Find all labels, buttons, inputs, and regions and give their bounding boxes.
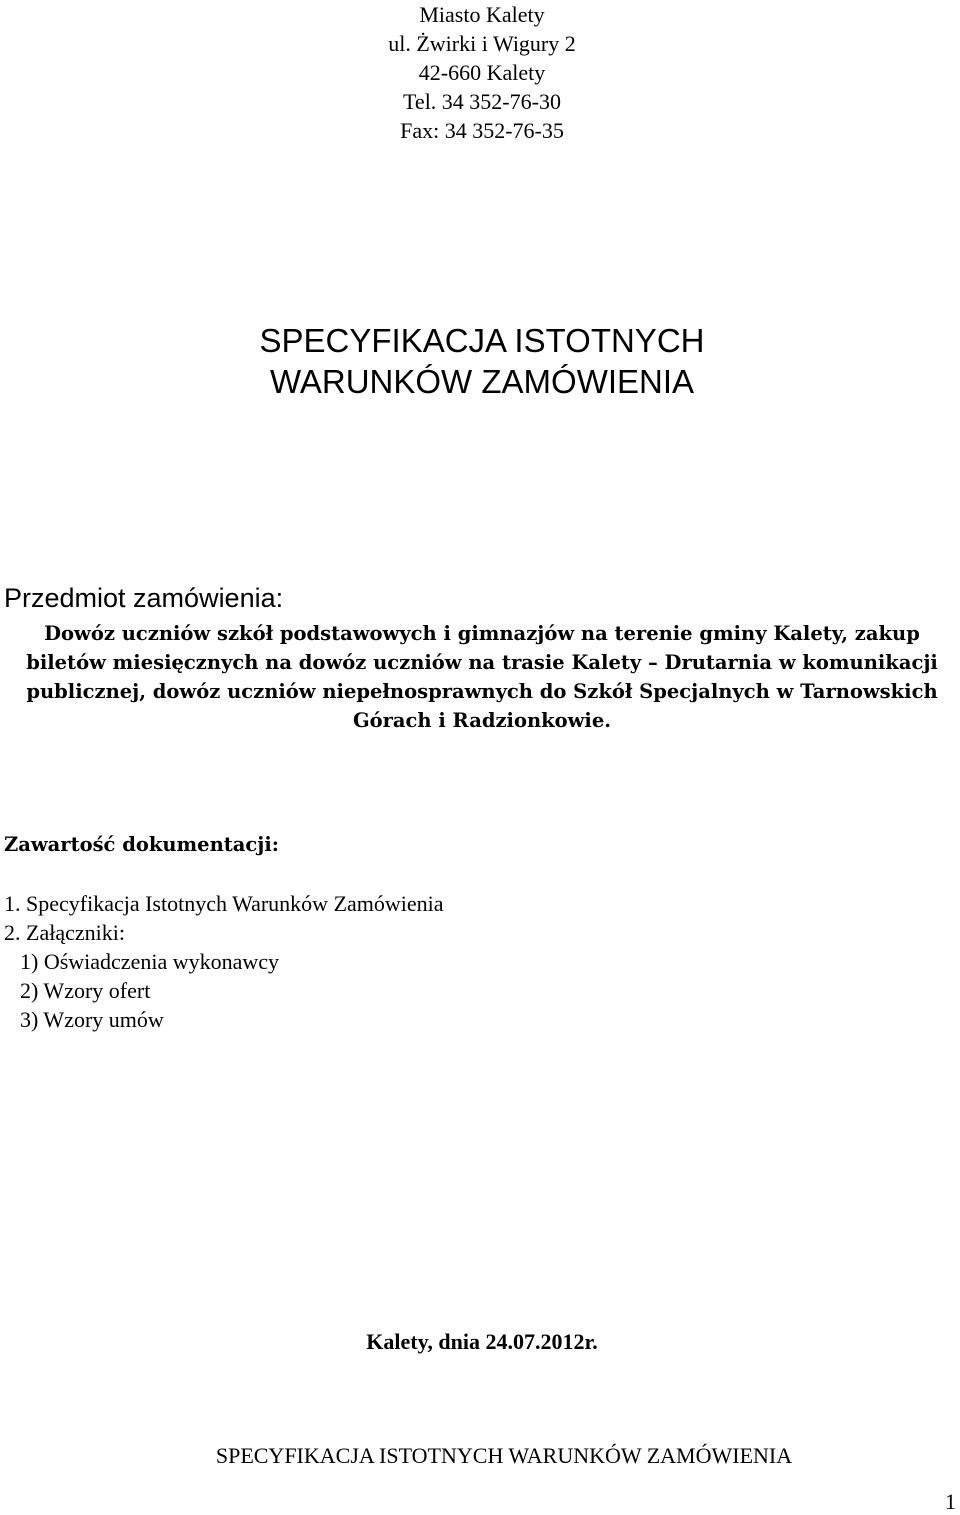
subject-line: Dowóz uczniów szkół podstawowych i gimnazjów na terenie gminy Kalety, zakup (44, 622, 920, 645)
page-number: 1 (945, 1489, 956, 1514)
header-postal: 42-660 Kalety (418, 60, 546, 85)
document-title (0, 320, 960, 402)
subject-label: Przedmiot zamówienia: (4, 583, 284, 613)
contents-label: Zawartość dokumentacji: (4, 833, 279, 856)
subject-line: Górach i Radzionkowie. (352, 709, 612, 732)
header-fax: Fax: 34 352-76-35 (400, 118, 564, 143)
contents-item-spec: 1. Specyfikacja Istotnych Warunków Zamówienia (4, 891, 444, 916)
subject-description (0, 619, 960, 735)
document-date: Kalety, dnia 24.07.2012r. (366, 1329, 598, 1354)
contents-subitem: 3) Wzory umów (20, 1007, 164, 1032)
title-line-2: WARUNKÓW ZAMÓWIENIA (269, 363, 695, 400)
footer-title: SPECYFIKACJA ISTOTNYCH WARUNKÓW ZAMÓWIENIA (215, 1443, 793, 1468)
contents-item-attachments: 2. Załączniki: (4, 920, 125, 945)
document-header (0, 0, 960, 145)
header-phone: Tel. 34 352-76-30 (403, 89, 561, 114)
subject-line: biletów miesięcznych na dowóz uczniów na trasie Kalety – Drutarnia w komunikacji (26, 651, 938, 674)
subject-line: publicznej, dowóz uczniów niepełnosprawnych do Szkół Specjalnych w Tarnowskich (26, 680, 938, 703)
header-city: Miasto Kalety (419, 2, 545, 27)
contents-list (4, 889, 444, 1034)
header-street: ul. Żwirki i Wigury 2 (388, 31, 576, 56)
contents-subitem: 2) Wzory ofert (20, 978, 151, 1003)
contents-subitem: 1) Oświadczenia wykonawcy (20, 949, 280, 974)
title-line-1: SPECYFIKACJA ISTOTNYCH (259, 322, 705, 359)
